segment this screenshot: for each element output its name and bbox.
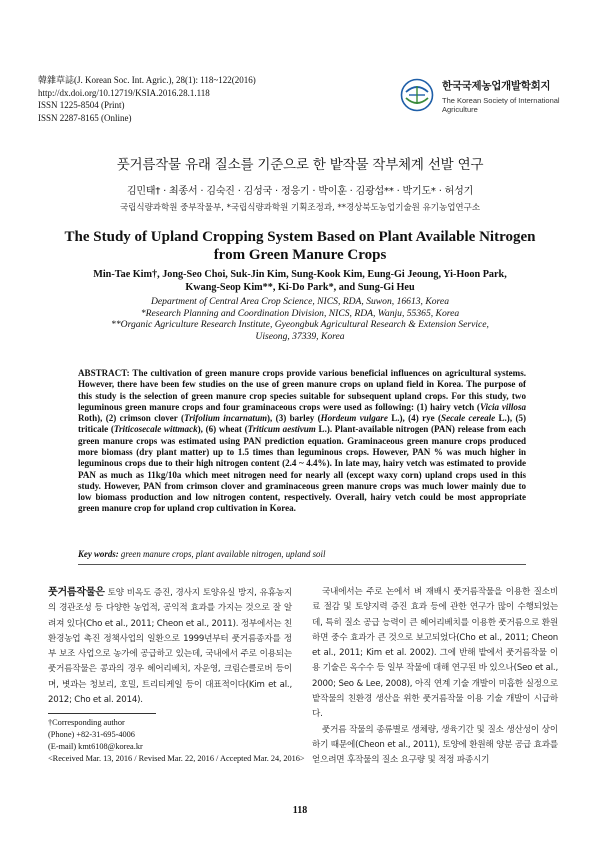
title-english-line1: The Study of Upland Cropping System Based on Plant Available Nitrogen — [64, 229, 536, 245]
journal-header — [38, 74, 256, 124]
authors-english — [40, 268, 560, 294]
title-english-line2: from Green Manure Crops — [213, 247, 387, 263]
corresponding-author: †Corresponding author — [48, 718, 125, 727]
doi-link[interactable]: http://dx.doi.org/10.12719/KSIA.2016.28.1.118 — [38, 87, 210, 98]
society-name-english: The Korean Society of International Agriculture — [442, 96, 560, 114]
authors-korean: 김민태† · 최종서 · 김숙진 · 김성국 · 정응기 · 박이훈 · 김광섭** · 박기도* · 허성기 — [126, 186, 474, 197]
issn-online: ISSN 2287-8165 (Online) — [38, 112, 132, 123]
species-name: Hordeum vulgare — [320, 413, 388, 424]
affiliation-line: **Organic Agriculture Research Institute, Gyeongbuk Agricultural Research & Extension Service, — [111, 319, 489, 331]
affiliation-line: *Research Planning and Coordination Division, NICS, RDA, Wanju, 55365, Korea — [140, 307, 460, 319]
abstract-text: L.). Plant-available nitrogen (PAN) release from each green manure crops was estimated using PAN prediction equation. Graminaceous green manure crops produced more biomass (dry plant matter) up to 1.5 times than leguminous crops. However, PAN % was much higher in leguminous crops due to their high nitrogen content (2.4 ~ 4.4%). In late may, hairy vetch was estimated to provide PAN as much as 11kg/10a which meet nitrogen need for nearly all (except waxy corn) upland crops used in this study. However, PAN from crimson clover and graminaceous green manure crops was much lower mainly due to low biomass production and low nitrogen content, respectively. Overall, hairy vetch could be most appropriate green manure crop for upland crop cultivation in Korea. — [78, 424, 526, 514]
affiliation-line: Department of Central Area Crop Science, NICS, RDA, Suwon, 16613, Korea — [150, 296, 449, 307]
body-column-right — [312, 585, 558, 769]
affiliations-english — [40, 296, 560, 343]
journal-citation: 韓雜草誌(J. Korean Soc. Int. Agric.), 28(1): 118~122(2016) — [38, 75, 256, 85]
abstract-text: Roth), (2) crimson clover ( — [78, 413, 185, 424]
section-divider — [78, 564, 526, 565]
species-name: Trifolium incarnatum — [184, 413, 268, 424]
authors-english-line2: Kwang-Seop Kim**, Ki-Do Park*, and Sung-Gi Heu — [185, 282, 415, 293]
affiliations-korean: 국립식량과학원 중부작물부, *국립식량과학원 기획조정과, **경상북도농업기술원 유기농업연구소 — [119, 203, 481, 213]
abstract-text: L.), (5) triticale ( — [78, 413, 527, 435]
keywords-value: green manure crops, plant available nitrogen, upland soil — [118, 549, 326, 559]
title-english — [40, 228, 560, 264]
body-paragraph: 풋거름 작물의 종류별로 생체량, 생육기간 및 질소 생산성이 상이하기 때문에(Cheon et al., 2011), 토양에 환원해 양분 공급 효과를 얻으려면 후작물의 질소 요구량 및 적정 파종시기 — [312, 724, 558, 766]
lead-word: 풋거름작물은 — [48, 587, 105, 598]
keywords — [78, 549, 526, 559]
society-branding — [400, 76, 580, 126]
affiliation-line: Uiseong, 37339, Korea — [255, 331, 345, 343]
species-name: Triticosecale wittmack — [113, 424, 198, 435]
authors-english-line1: Min-Tae Kim†, Jong-Seo Choi, Suk-Jin Kim, Sung-Kook Kim, Eung-Gi Jeoung, Yi-Hoon Park, — [93, 269, 507, 280]
species-name: Vicia villosa — [479, 401, 526, 412]
society-logo-icon — [400, 78, 434, 112]
keywords-label: Key words: — [78, 549, 119, 559]
abstract-text: ), (3) barley ( — [267, 413, 321, 424]
received-dates: <Received Mar. 13, 2016 / Revised Mar. 22, 2016 / Accepted Mar. 24, 2016> — [48, 754, 305, 763]
body-text: 토양 비옥도 증진, 경사지 토양유실 방지, 유휴농지의 경관조성 등 다양한 농업적, 공익적 효과를 가지는 것으로 잘 알려져 있다(Cho et al., 2011; Cheon et al., 2011). 정부에서는 친환경농업 촉진 정책사업의 일환으로 1999년부터 풋거름종자를 정부 보조 사업으로 농가에 공급하고 있는데, 국내에서 주로 이용되는 풋거름작물은 콩과의 경우 헤어리베치, 자운영, 크림슨클로버 등이며, 볏과는 청보리, 호밀, 트리티케일 등이 대표적이다(Kim et al., 2012; Cho et al. 2014). — [48, 588, 292, 706]
author-phone: (Phone) +82-31-695-4006 — [48, 730, 135, 739]
abstract-text: ), (6) wheat ( — [197, 424, 248, 435]
abstract-text: L.), (4) rye ( — [387, 413, 442, 424]
abstract-text: The cultivation of green manure crops provide various beneficial influences on agricultural systems. However, there have been few studies on the use of green manure crops on upland field in Korea. The purpose of this study is the selection of green manure crop species suitable for subsequent upland crops. For this study, two leguminous green manure crops and four graminaceous crops were used as following: (1) hairy vetch ( — [78, 368, 526, 412]
abstract-label: ABSTRACT: — [78, 368, 130, 378]
footnote — [48, 717, 348, 765]
species-name: Secale cereale — [441, 413, 496, 424]
body-paragraph: 국내에서는 주로 논에서 벼 재배시 풋거름작물을 이용한 질소비료 절감 및 토양지력 증진 효과 등에 관한 연구가 많이 수행되었는데, 특히 질소 공급 능력이 큰 헤어리베치를 이용한 풋거름으로 환원하면 중수 효과가 큰 것으로 보고되었다(Cho et al., 2011; Cheon et al., 2011; Kim et al. 2002). 그에 반해 밭에서 풋거름작물 이용 기술은 옥수수 등 일부 작물에 대해 연구된 바 있으나(Seo et al., 2000; Seo & Lee, 2008), 아직 연계 기술 개발이 미흡한 실정으로 밭작물의 친환경 생산을 위한 풋거름작물 이용 기술 개발이 시급하다. — [312, 587, 558, 720]
body-column-left — [48, 585, 292, 708]
society-name-korean: 한국국제농업개발학회지 — [442, 80, 551, 92]
title-korean: 풋거름작물 유래 질소를 기준으로 한 밭작물 작부체계 선발 연구 — [116, 157, 484, 173]
footnote-divider — [48, 713, 156, 714]
issn-print: ISSN 1225-8504 (Print) — [38, 100, 125, 110]
author-email[interactable]: (E-mail) kmt6108@korea.kr — [48, 742, 143, 751]
page-number: 118 — [292, 805, 308, 816]
abstract — [78, 368, 526, 515]
species-name: Triticum aestivum — [247, 424, 316, 435]
